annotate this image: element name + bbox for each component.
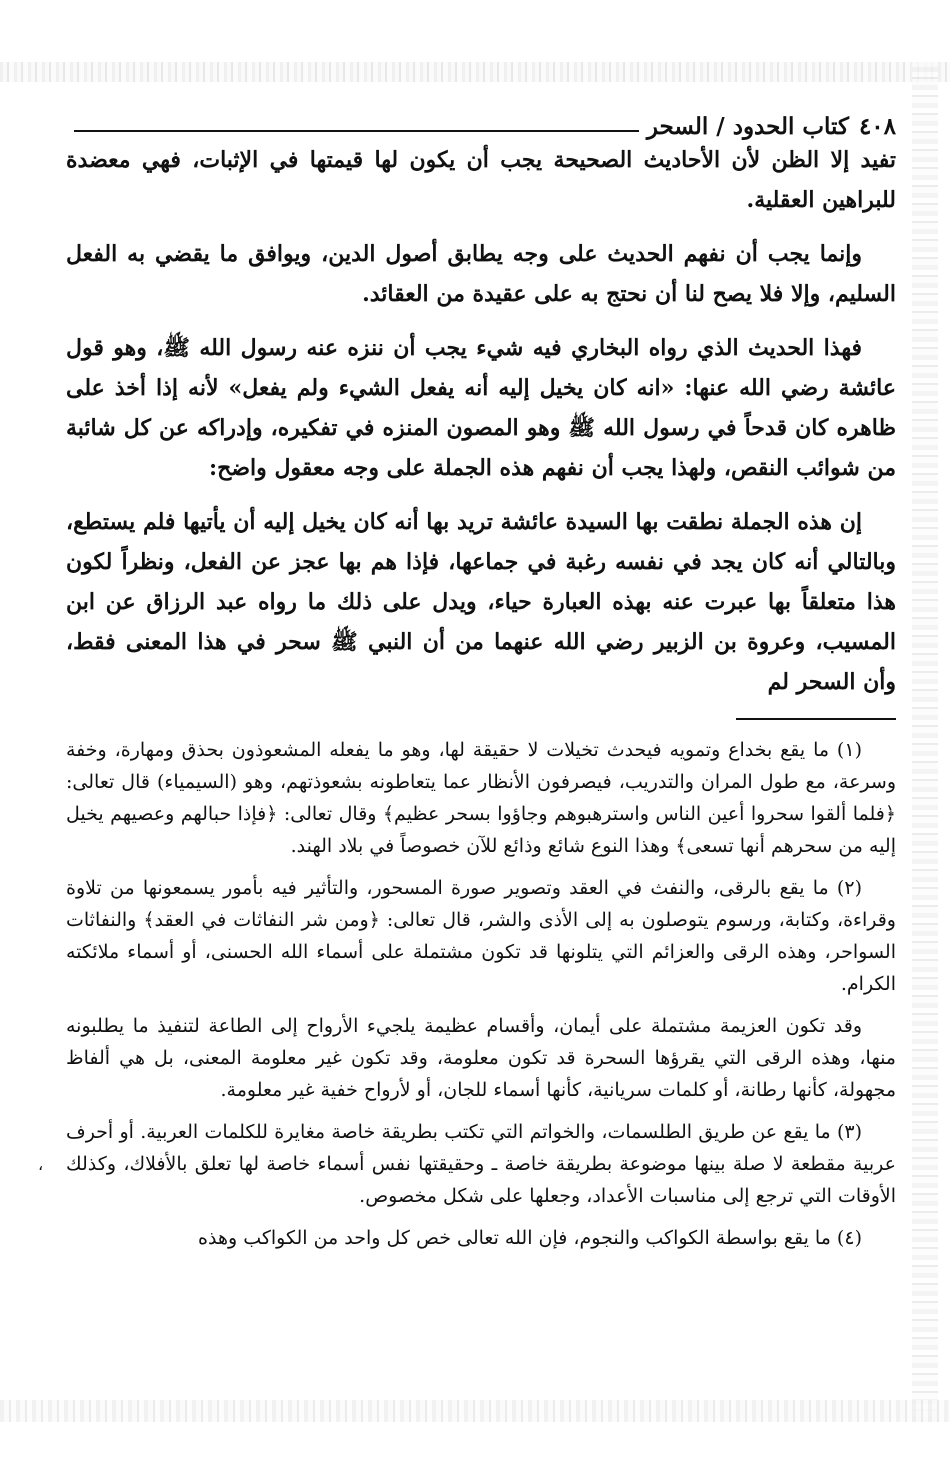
book-page <box>66 100 896 1264</box>
scan-edge-bottom <box>0 1400 950 1422</box>
body-paragraph: وإنما يجب أن نفهم الحديث على وجه يطابق أصول الدين، ويوافق ما يقضي به الفعل السليم، وإلا فلا يصح لنا أن نحتج به على عقيدة من العقائد. <box>66 241 896 307</box>
footnotes <box>66 734 896 1254</box>
footnote: وقد تكون العزيمة مشتملة على أيمان، وأقسام عظيمة يلجيء الأرواح إلى الطاعة لتنفيذ ما يطلبونه منها، وهذه الرقى التي يقرؤها السحرة قد تكون معلومة، وقد تكون غير معلومة المعنى، بل هي ألفاظ مجهولة، كأنها رطانة، أو كلمات سريانية، كأنها أسماء للجان، أو لأرواح خفية غير معلومة. <box>66 1015 896 1101</box>
body-paragraph: تفيد إلا الظن لأن الأحاديث الصحيحة يجب أن يكون لها قيمتها في الإثبات، فهي معضدة للبراهين العقلية. <box>66 147 896 213</box>
footnote: (٣) ما يقع عن طريق الطلسمات، والخواتم التي تكتب بطريقة خاصة مغايرة للكلمات العربية. أو أحرف عربية مقطعة لا صلة بينها موضوعة بطريقة خاصة ـ وحقيقتها نفس أسماء خاصة لها تعلق بالأفلاك، وكذلك الأوقات التي ترجع إلى مناسبات الأعداد، وجعلها على شكل مخصوص. <box>66 1121 896 1207</box>
stray-mark: ، <box>38 1155 44 1174</box>
scan-edge-right <box>912 62 938 1422</box>
header-rule <box>74 130 639 132</box>
body-paragraph: إن هذه الجملة نطقت بها السيدة عائشة تريد بها أنه كان يخيل إليه أن يأتيها فلم يستطع، وبالتالي أنه كان يجد في نفسه رغبة في جماعها، فإذا هم بها عجز عن الفعل، ونظراً لكون هذا متعلقاً بها عبرت عنه بهذه العبارة حياء، ويدل على ذلك ما رواه عبد الرزاق عن ابن المسيب، وعروة بن الزبير رضي الله عنهما من أن النبي ﷺ سحر في هذا المعنى فقط، وأن السحر لم <box>66 509 896 695</box>
footnote: (١) ما يقع بخداع وتمويه فيحدث تخيلات لا حقيقة لها، وهو ما يفعله المشعوذون بحذق ومهارة، وخفة وسرعة، مع طول المران والتدريب، فيصرفون الأنظار عما يتعاطونه بشعوذتهم، وهو (السيمياء) قال تعالى: ﴿فلما ألقوا سحروا أعين الناس واسترهبوهم وجاؤوا بسحر عظيم﴾ وقال تعالى: ﴿فإذا حبالهم وعصيهم يخيل إليه من سحرهم أنها تسعى﴾ وهذا النوع شائع وذائع للآن خصوصاً في بلاد الهند. <box>66 739 896 857</box>
footnote: (٤) ما يقع بواسطة الكواكب والنجوم، فإن الله تعالى خص كل واحد من الكواكب وهذه <box>198 1227 862 1249</box>
main-text <box>66 140 896 702</box>
body-paragraph: فهذا الحديث الذي رواه البخاري فيه شيء يجب أن ننزه عنه رسول الله ﷺ، وهو قول عائشة رضي الله عنها: «انه كان يخيل إليه أنه يفعل الشيء ولم يفعل» لأنه إذا أخذ على ظاهره كان قدحاً في رسول الله ﷺ وهو المصون المنزه في تفكيره، وإدراكه عن كل شائبة من شوائب النقص، ولهذا يجب أن نفهم هذه الجملة على وجه معقول واضح: <box>66 335 896 481</box>
scan-edge-top <box>0 62 950 82</box>
page-number: ٤٠٨ <box>858 113 896 140</box>
footnote-divider <box>736 718 896 720</box>
footnote: (٢) ما يقع بالرقى، والنفث في العقد وتصوير صورة المسحور، والتأثير فيه بأمور يسمعونها من تلاوة وقراءة، وكتابة، ورسوم يتوصلون به إلى الأذى والشر، قال تعالى: ﴿ومن شر النفاثات في العقد﴾ والنفاثات السواحر، وهذه الرقى والعزائم التي يتلونها قد تكون مشتملة على أسماء الله الحسنى، أو أسماء ملائكته الكرام. <box>66 877 896 995</box>
running-title: كتاب الحدود / السحر <box>646 113 849 140</box>
page-header <box>66 100 896 140</box>
